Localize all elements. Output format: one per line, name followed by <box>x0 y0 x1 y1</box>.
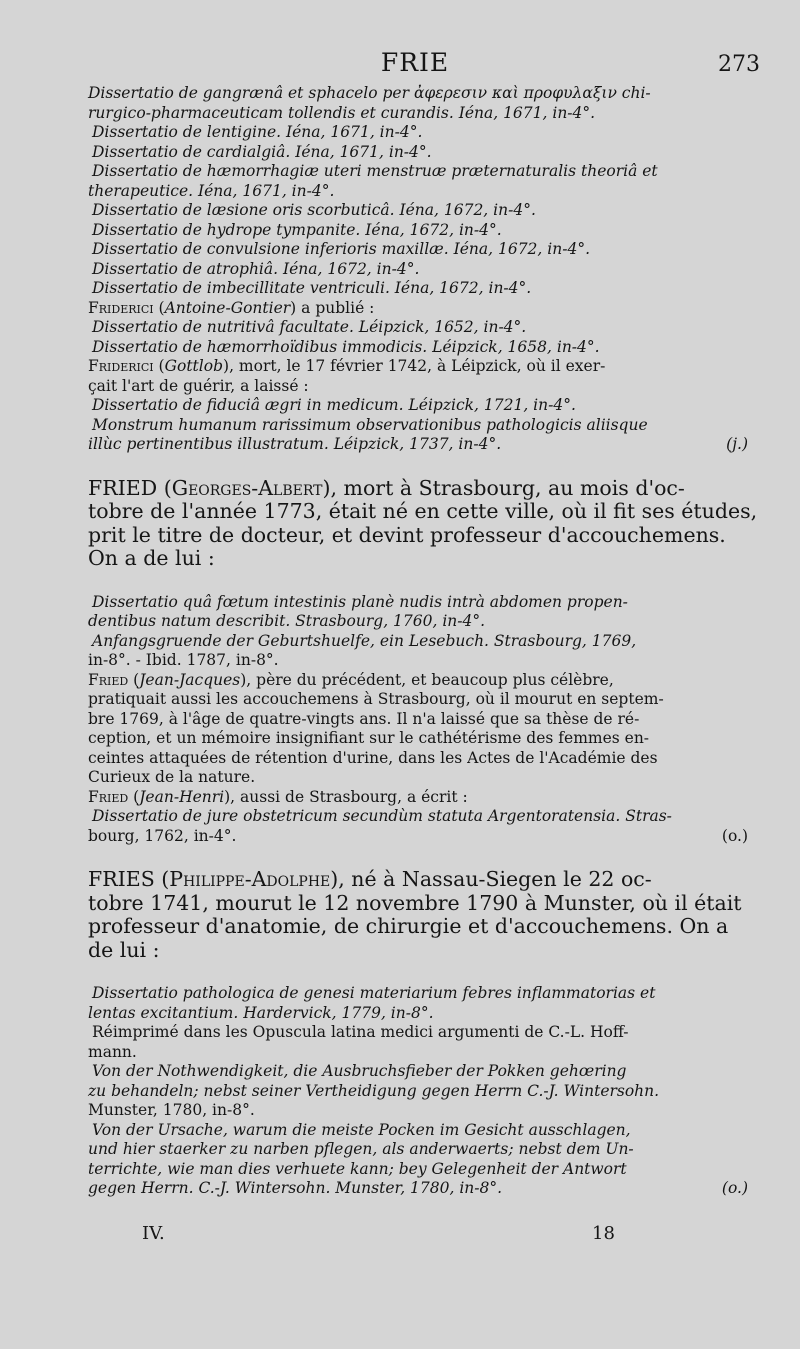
text-line: çait l'art de guérir, a laissé : <box>88 376 309 395</box>
text-line: zu behandeln; nebst seiner Vertheidigung gegen Herrn C.-J. Wintersohn. <box>88 1081 660 1100</box>
text-line: Dissertatio de hæmorrhoïdibus immodicis. Léipzick, 1658, in-4°. <box>92 337 600 356</box>
text-line: therapeutice. Iéna, 1671, in-4°. <box>88 181 335 200</box>
gathering-number: 18 <box>592 1223 615 1244</box>
text-line: und hier staerker zu narben pflegen, als anderwaerts; nebst dem Un- <box>88 1140 634 1158</box>
entry-fried-jean-henri: Fried (Jean-Henri), aussi de Strasbourg, a écrit : Dissertatio de jure obstetricum secundùm statuta Argentoratensia. Stras- bourg, 1762, in-4°. (o.) <box>88 787 748 845</box>
text-line: On a de lui : <box>88 546 215 570</box>
entry-text: , père du précédent, et beaucoup plus célèbre, <box>246 670 614 689</box>
text-line: pratiquait aussi les accouchemens à Strasbourg, où il mourut en septem- <box>88 690 664 708</box>
author-signature: (o.) <box>721 1179 748 1197</box>
text-line: ceintes attaquées de rétention d'urine, dans les Actes de l'Académie des <box>88 748 658 767</box>
entry-text: , mort à Strasbourg, au mois d'oc- <box>330 475 685 500</box>
text-line: Dissertatio de læsione oris scorbuticâ. Iéna, 1672, in-4°. <box>92 201 536 219</box>
entry-name: Fried <box>88 787 129 806</box>
text-line: Dissertatio de jure obstetricum secundùm statuta Argentoratensia. Stras- <box>92 807 672 825</box>
text-line: Dissertatio de imbecillitate ventriculi. Iéna, 1672, in-4°. <box>92 279 532 297</box>
entry-friderici-gottlob: Friderici (Gottlob), mort, le 17 février 1742, à Léipzick, où il exer- çait l'art de guérir, a laissé : Dissertatio de fiduciâ ægri in medicum. Léipzick, 1721, in-4°. Monstrum humanum rarissimum observationibus pathologicis aliisque illùc pertinentibus illustratum. Léipzick, 1737, in-4°. (j.) <box>88 357 748 453</box>
entry-name: Friderici <box>88 298 154 317</box>
entry-given-name: Antoine-Gontier <box>164 298 291 317</box>
text-line: ception, et un mémoire insignifiant sur le cathétérisme des femmes en- <box>88 729 650 747</box>
text-line: bourg, 1762, in-4°. <box>88 826 237 845</box>
text-line: bre 1769, à l'âge de quatre-vingts ans. Il n'a laissé que sa thèse de ré- <box>88 709 640 728</box>
text-line: Dissertatio quâ fœtum intestinis planè nudis intrà abdomen propen- <box>92 592 628 611</box>
author-signature: (o.) <box>721 826 748 845</box>
page-body <box>88 84 758 1199</box>
text-line: Monstrum humanum rarissimum observationibus pathologicis aliisque <box>92 415 648 434</box>
text-line: lentas excitantium. Hardervick, 1779, in-8°. <box>88 1003 434 1022</box>
entry-given-name: Georges-Albert <box>171 475 323 500</box>
text-line: Curieux de la nature. <box>88 768 256 786</box>
entry-text: , mort, le 17 février 1742, à Léipzick, où il exer- <box>229 357 606 375</box>
page-header <box>90 48 760 84</box>
text-line: prit le titre de docteur, et devint professeur d'accouchemens. <box>88 522 726 547</box>
entry-name: FRIED <box>88 475 158 500</box>
text-line: Dissertatio de hydrope tympanite. Iéna, 1672, in-4°. <box>92 220 502 239</box>
text-line: dentibus natum describit. Strasbourg, 1760, in-4°. <box>88 612 486 630</box>
text-line: Von der Ursache, warum die meiste Pocken im Gesicht ausschlagen, <box>92 1120 631 1139</box>
signature-mark: IV. <box>142 1223 165 1244</box>
text-line: terrichte, wie man dies verhuete kann; bey Gelegenheit der Antwort <box>88 1159 627 1178</box>
text-line: rurgico-pharmaceuticam tollendis et curandis. Iéna, 1671, in-4°. <box>88 103 596 122</box>
text-line: illùc pertinentibus illustratum. Léipzick, 1737, in-4°. <box>88 435 502 453</box>
entry-text: , aussi de Strasbourg, a écrit : <box>230 787 468 806</box>
text-line: tobre 1741, mourut le 12 novembre 1790 à Munster, où il était <box>88 890 742 915</box>
text-line: Dissertatio de nutritivâ facultate. Léipzick, 1652, in-4°. <box>92 318 527 336</box>
text-line: Dissertatio de cardialgiâ. Iéna, 1671, in-4°. <box>92 142 432 161</box>
text-line: Dissertatio de atrophiâ. Iéna, 1672, in-4°. <box>92 259 420 278</box>
text-line: Réimprimé dans les Opuscula latina medici argumenti de C.-L. Hoff- <box>92 1023 629 1041</box>
text-line: Dissertatio de fiduciâ ægri in medicum. Léipzick, 1721, in-4°. <box>92 396 576 414</box>
text-line: Dissertatio pathologica de genesi materiarium febres inflammatorias et <box>92 984 656 1002</box>
entry-frie-works <box>88 84 748 299</box>
text-line: Dissertatio de gangrænâ et sphacelo per ἀφερεσιν καὶ προφυλαξιν chi- <box>88 84 651 102</box>
entry-given-name: Jean-Jacques <box>139 670 241 689</box>
entry-fried-jean-jacques: Fried (Jean-Jacques), père du précédent, et beaucoup plus célèbre, pratiquait aussi les accouchemens à Strasbourg, où il mourut en septem- bre 1769, à l'âge de quatre-vingts ans. Il n'a laissé que sa thèse de ré- ception, et un mémoire insignifiant sur le cathétérisme des femmes en- ceintes attaquées de rétention d'urine, dans les Actes de l'Académie des Curieux de la nature. <box>88 671 748 788</box>
entry-given-name: Gottlob <box>164 357 223 375</box>
text-line: Dissertatio de lentigine. Iéna, 1671, in-4°. <box>92 123 423 141</box>
text-line: mann. <box>88 1042 137 1061</box>
text-line: Dissertatio de convulsione inferioris maxillæ. Iéna, 1672, in-4°. <box>92 240 590 258</box>
entry-name: Fried <box>88 670 129 689</box>
entry-given-name: Jean-Henri <box>139 787 225 806</box>
text-line: gegen Herrn. C.-J. Wintersohn. Munster, 1780, in-8°. <box>88 1179 503 1197</box>
entry-name: Friderici <box>88 357 154 375</box>
entry-fries-philippe-adolphe: FRIES (Philippe-Adolphe), né à Nassau-Siegen le 22 oc- tobre 1741, mourut le 12 novembre 1790 à Munster, où il était professeur d'anatomie, de chirurgie et d'accouchemens. On a de lui : Dissertatio pathologica de genesi materiarium febres inflammatorias et lentas excitantium. Hardervick, 1779, in-8°. Réimprimé dans les Opuscula latina medici argumenti de C.-L. Hoff- mann. Von der Nothwendigkeit, die Ausbruchsfieber der Pokken gehœring zu behandeln; nebst seiner Vertheidigung gegen Herrn C.-J. Wintersohn. Munster, 1780, in-8°. Von der Ursache, warum die meiste Pocken im Gesicht ausschlagen, und hier staerker zu narben pflegen, als anderwaerts; nebst dem Un- terrichte, wie man dies verhuete kann; bey Gelegenheit der Antwort gegen Herrn. C.-J. Wintersohn. Munster, 1780, in-8°. (o.) <box>88 867 748 1197</box>
text-line: in-8°. - Ibid. 1787, in-8°. <box>88 651 279 669</box>
entry-name: FRIES <box>88 867 155 891</box>
text-line: Dissertatio de hæmorrhagiæ uteri menstruæ præternaturalis theoriâ et <box>92 162 658 180</box>
text-line: Munster, 1780, in-8°. <box>88 1101 255 1119</box>
entry-text: a publié : <box>301 298 375 317</box>
author-signature: (j.) <box>726 435 748 453</box>
running-title: FRIE <box>380 48 450 77</box>
text-line: Von der Nothwendigkeit, die Ausbruchsfieber der Pokken gehœring <box>92 1062 627 1080</box>
text-line: professeur d'anatomie, de chirurgie et d'accouchemens. On a <box>88 914 729 938</box>
entry-given-name: Philippe-Adolphe <box>169 867 331 891</box>
entry-friderici-antoine: Friderici (Antoine-Gontier) a publié : Dissertatio de nutritivâ facultate. Léipzick, 1652, in-4°. Dissertatio de hæmorrhoïdibus immodicis. Léipzick, 1658, in-4°. <box>88 299 748 358</box>
entry-text: ), né à Nassau-Siegen le 22 oc- <box>330 867 652 891</box>
text-line: de lui : <box>88 937 160 962</box>
entry-fried-georges-albert: FRIED (Georges-Albert), mort à Strasbourg, au mois d'oc- tobre de l'année 1773, était né en cette ville, où il fit ses études, prit le titre de docteur, et devint professeur d'accouchemens. On a de lui : Dissertatio quâ fœtum intestinis planè nudis intrà abdomen propen- dentibus natum describit. Strasbourg, 1760, in-4°. Anfangsgruende der Geburtshuelfe, ein Lesebuch. Strasbourg, 1769, in-8°. - Ibid. 1787, in-8°. <box>88 475 758 669</box>
page-number: 273 <box>718 52 760 77</box>
text-line: Anfangsgruende der Geburtshuelfe, ein Lesebuch. Strasbourg, 1769, <box>92 631 637 650</box>
text-line: tobre de l'année 1773, était né en cette ville, où il fit ses études, <box>88 499 758 523</box>
